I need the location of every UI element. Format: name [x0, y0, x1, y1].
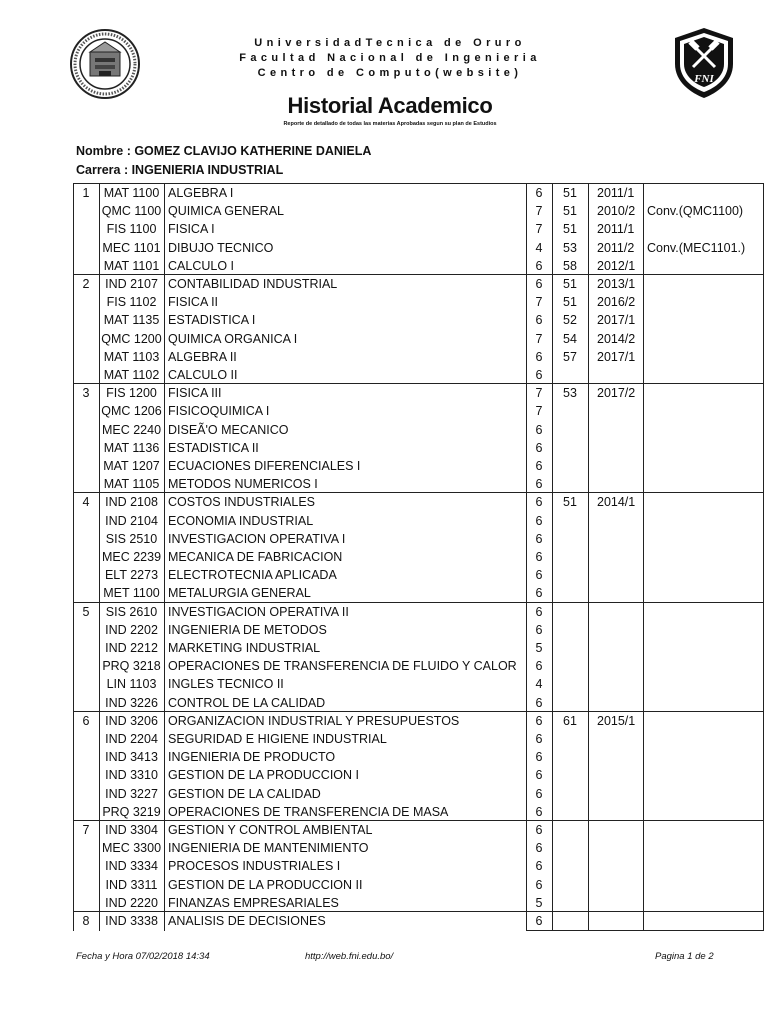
cell-grade: 52	[563, 313, 577, 327]
cell-cred: 4	[535, 677, 543, 691]
cell-name: METALURGIA GENERAL	[168, 586, 311, 600]
cell-name: ECONOMIA INDUSTRIAL	[168, 514, 314, 528]
cell-cred: 6	[535, 586, 543, 600]
cell-code: MAT 1101	[103, 259, 160, 273]
cell-period: 2012/1	[597, 259, 636, 273]
cell-code: IND 3311	[105, 878, 158, 892]
cell-cred: 6	[535, 859, 543, 873]
cell-cred: 6	[535, 787, 543, 801]
cell-name: INGENIERIA DE PRODUCTO	[168, 750, 336, 764]
cell-name: FISICA I	[168, 222, 215, 236]
cell-code: IND 3413	[105, 750, 158, 764]
cell-code: MEC 2239	[101, 550, 162, 564]
cell-cred: 5	[535, 641, 543, 655]
table-row	[73, 876, 763, 894]
table-row	[73, 439, 763, 457]
cell-period: 2017/2	[597, 386, 636, 400]
cell-sem: 6	[82, 714, 90, 728]
student-career: Carrera : INGENIERIA INDUSTRIAL	[76, 163, 284, 177]
cell-name: INVESTIGACION OPERATIVA I	[168, 532, 346, 546]
table-row	[73, 275, 763, 293]
cell-name: ESTADISTICA II	[168, 441, 259, 455]
cell-name: FISICA III	[168, 386, 222, 400]
cell-code: FIS 1100	[106, 222, 157, 236]
cell-grade: 54	[563, 332, 577, 346]
cell-name: MARKETING INDUSTRIAL	[168, 641, 321, 655]
cell-name: FISICOQUIMICA I	[168, 404, 270, 418]
cell-name: GESTION DE LA PRODUCCION II	[168, 878, 363, 892]
cell-name: GESTION DE LA CALIDAD	[168, 787, 321, 801]
table-row	[73, 839, 763, 857]
table-row	[73, 894, 763, 912]
table-row	[73, 293, 763, 311]
cell-code: MAT 1100	[103, 186, 160, 200]
cell-code: MAT 1102	[103, 368, 160, 382]
faculty-name: Facultad Nacional de Ingenieria	[239, 52, 541, 64]
cell-code: MEC 3300	[101, 841, 162, 855]
cell-period: 2017/1	[597, 313, 636, 327]
records-table	[73, 183, 763, 931]
cell-code: QMC 1200	[101, 332, 162, 346]
cell-name: DIBUJO TECNICO	[168, 241, 274, 255]
cell-code: MEC 1101	[102, 241, 161, 255]
cell-cred: 6	[535, 605, 543, 619]
footer-datetime: Fecha y Hora 07/02/2018 14:34	[76, 951, 210, 962]
cell-code: FIS 1102	[106, 295, 157, 309]
cell-name: MECANICA DE FABRICACION	[168, 550, 343, 564]
table-row	[73, 603, 763, 621]
cell-code: IND 3227	[105, 787, 158, 801]
cell-code: MET 1100	[103, 586, 160, 600]
table-row	[73, 803, 763, 821]
cell-name: QUIMICA GENERAL	[168, 204, 284, 218]
cell-period: 2011/2	[597, 241, 635, 255]
table-row	[73, 457, 763, 475]
cell-code: IND 3226	[105, 696, 158, 710]
cell-name: OPERACIONES DE TRANSFERENCIA DE MASA	[168, 805, 449, 819]
cell-code: IND 3310	[105, 768, 158, 782]
report-header	[0, 0, 768, 140]
cell-sem: 5	[82, 605, 90, 619]
table-row	[73, 912, 763, 930]
cell-code: MAT 1136	[103, 441, 160, 455]
table-bottom-rule	[526, 930, 763, 931]
table-row	[73, 257, 763, 275]
cell-code: QMC 1206	[101, 404, 162, 418]
cell-sem: 7	[82, 823, 90, 837]
table-row	[73, 184, 763, 202]
table-row	[73, 220, 763, 238]
table-row	[73, 239, 763, 257]
cell-code: IND 3206	[105, 714, 158, 728]
cell-cred: 6	[535, 696, 543, 710]
cell-code: MEC 2240	[101, 423, 162, 437]
table-row	[73, 621, 763, 639]
cell-name: CALCULO II	[168, 368, 238, 382]
cell-name: QUIMICA ORGANICA I	[168, 332, 298, 346]
cell-code: IND 3334	[105, 859, 158, 873]
table-row	[73, 475, 763, 493]
cell-period: 2016/2	[597, 295, 636, 309]
page-title: Historial Academico	[287, 93, 493, 118]
cell-cred: 6	[535, 568, 543, 582]
cell-cred: 7	[535, 295, 543, 309]
cell-code: MAT 1105	[103, 477, 160, 491]
cell-name: INGLES TECNICO II	[168, 677, 284, 691]
shield-text: FNI	[694, 73, 714, 85]
footer-page-number: Pagina 1 de 2	[655, 951, 714, 962]
footer-url: http://web.fni.edu.bo/	[305, 951, 394, 962]
cell-name: FINANZAS EMPRESARIALES	[168, 896, 339, 910]
table-row	[73, 694, 763, 712]
institution-heading	[160, 36, 620, 81]
cell-grade: 53	[563, 241, 577, 255]
cell-grade: 51	[563, 495, 577, 509]
cell-name: CONTABILIDAD INDUSTRIAL	[168, 277, 338, 291]
computing-center-name: Centro de Computo(website)	[257, 67, 523, 79]
cell-code: PRQ 3219	[102, 805, 161, 819]
table-row	[73, 657, 763, 675]
cell-name: ELECTROTECNIA APLICADA	[168, 568, 337, 582]
cell-cred: 6	[535, 514, 543, 528]
cell-cred: 7	[535, 386, 543, 400]
cell-name: OPERACIONES DE TRANSFERENCIA DE FLUIDO Y CALOR	[168, 659, 517, 673]
cell-code: LIN 1103	[106, 677, 157, 691]
cell-period: 2015/1	[597, 714, 636, 728]
table-row	[73, 821, 763, 839]
cell-cred: 6	[535, 186, 543, 200]
cell-sem: 8	[82, 914, 90, 928]
cell-name: ORGANIZACION INDUSTRIAL Y PRESUPUESTOS	[168, 714, 460, 728]
cell-name: ALGEBRA I	[168, 186, 234, 200]
cell-sem: 4	[82, 495, 90, 509]
cell-sem: 1	[82, 186, 90, 200]
table-row	[73, 493, 763, 511]
cell-code: MAT 1103	[103, 350, 160, 364]
cell-name: INVESTIGACION OPERATIVA II	[168, 605, 349, 619]
cell-name: INGENIERIA DE METODOS	[168, 623, 327, 637]
cell-cred: 6	[535, 495, 543, 509]
cell-name: PROCESOS INDUSTRIALES I	[168, 859, 341, 873]
cell-cred: 6	[535, 368, 543, 382]
cell-code: IND 2220	[105, 896, 158, 910]
cell-period: 2011/1	[597, 222, 635, 236]
cell-cred: 6	[535, 914, 543, 928]
cell-cred: 6	[535, 750, 543, 764]
cell-name: ALGEBRA II	[168, 350, 237, 364]
table-row	[73, 785, 763, 803]
cell-period: 2014/1	[597, 495, 636, 509]
table-row	[73, 402, 763, 420]
student-info	[76, 142, 371, 180]
cell-cred: 4	[535, 241, 543, 255]
cell-code: IND 2107	[105, 277, 158, 291]
cell-cred: 6	[535, 350, 543, 364]
cell-name: CALCULO I	[168, 259, 234, 273]
cell-cred: 6	[535, 532, 543, 546]
cell-sem: 2	[82, 277, 90, 291]
cell-grade: 51	[563, 204, 577, 218]
cell-cred: 6	[535, 714, 543, 728]
table-row	[73, 675, 763, 693]
cell-grade: 61	[563, 714, 577, 728]
cell-period: 2014/2	[597, 332, 636, 346]
cell-cred: 6	[535, 313, 543, 327]
cell-grade: 51	[563, 222, 577, 236]
cell-period: 2013/1	[597, 277, 636, 291]
page-subtitle: Reporte de detallado de todas las materias Aprobadas segun su plan de Estudios	[283, 121, 497, 127]
cell-name: ANALISIS DE DECISIONES	[168, 914, 326, 928]
cell-cred: 6	[535, 441, 543, 455]
cell-name: ECUACIONES DIFERENCIALES I	[168, 459, 361, 473]
table-row	[73, 348, 763, 366]
table-row	[73, 857, 763, 875]
cell-cred: 6	[535, 841, 543, 855]
cell-name: FISICA II	[168, 295, 219, 309]
cell-cred: 6	[535, 477, 543, 491]
cell-cred: 6	[535, 732, 543, 746]
cell-code: FIS 1200	[106, 386, 157, 400]
table-row	[73, 766, 763, 784]
cell-period: 2010/2	[597, 204, 636, 218]
table-row	[73, 730, 763, 748]
cell-obs: Conv.(QMC1100)	[647, 204, 744, 218]
cell-code: IND 3304	[105, 823, 158, 837]
cell-cred: 6	[535, 459, 543, 473]
cell-code: ELT 2273	[104, 568, 159, 582]
university-seal-icon	[69, 28, 141, 100]
cell-grade: 51	[563, 186, 577, 200]
table-row	[73, 584, 763, 602]
cell-name: CONTROL DE LA CALIDAD	[168, 696, 326, 710]
table-row	[73, 530, 763, 548]
student-name: Nombre : GOMEZ CLAVIJO KATHERINE DANIELA	[76, 144, 372, 158]
cell-code: SIS 2610	[105, 605, 158, 619]
cell-cred: 6	[535, 259, 543, 273]
cell-code: IND 2108	[105, 495, 158, 509]
cell-name: SEGURIDAD E HIGIENE INDUSTRIAL	[168, 732, 387, 746]
cell-sem: 3	[82, 386, 90, 400]
cell-name: METODOS NUMERICOS I	[168, 477, 318, 491]
cell-cred: 6	[535, 423, 543, 437]
table-row	[73, 566, 763, 584]
cell-cred: 7	[535, 222, 543, 236]
cell-cred: 6	[535, 878, 543, 892]
table-row	[73, 512, 763, 530]
cell-cred: 6	[535, 550, 543, 564]
cell-cred: 7	[535, 332, 543, 346]
cell-cred: 6	[535, 277, 543, 291]
cell-grade: 58	[563, 259, 577, 273]
table-row	[73, 748, 763, 766]
cell-code: IND 2212	[105, 641, 158, 655]
cell-name: DISEÃ'O MECANICO	[168, 423, 289, 437]
cell-cred: 5	[535, 896, 543, 910]
cell-cred: 6	[535, 823, 543, 837]
cell-grade: 51	[563, 277, 577, 291]
cell-code: MAT 1207	[103, 459, 160, 473]
cell-cred: 7	[535, 204, 543, 218]
cell-code: PRQ 3218	[102, 659, 161, 673]
cell-cred: 6	[535, 805, 543, 819]
faculty-shield-icon	[673, 26, 735, 100]
cell-cred: 6	[535, 659, 543, 673]
cell-name: INGENIERIA DE MANTENIMIENTO	[168, 841, 369, 855]
cell-cred: 7	[535, 404, 543, 418]
cell-name: GESTION DE LA PRODUCCION I	[168, 768, 360, 782]
cell-code: IND 3338	[105, 914, 158, 928]
cell-period: 2011/1	[597, 186, 635, 200]
cell-obs: Conv.(MEC1101.)	[647, 241, 746, 255]
cell-code: IND 2204	[105, 732, 158, 746]
cell-cred: 6	[535, 623, 543, 637]
table-row	[73, 311, 763, 329]
cell-name: GESTION Y CONTROL AMBIENTAL	[168, 823, 373, 837]
cell-code: MAT 1135	[103, 313, 160, 327]
cell-name: ESTADISTICA I	[168, 313, 256, 327]
table-row	[73, 712, 763, 730]
table-row	[73, 548, 763, 566]
cell-name: COSTOS INDUSTRIALES	[168, 495, 316, 509]
university-name: UniversidadTecnica de Oruro	[254, 37, 526, 49]
cell-period: 2017/1	[597, 350, 636, 364]
table-row	[73, 384, 763, 402]
table-row	[73, 366, 763, 384]
cell-code: SIS 2510	[105, 532, 158, 546]
cell-grade: 51	[563, 295, 577, 309]
table-row	[73, 639, 763, 657]
table-row	[73, 202, 763, 220]
cell-code: QMC 1100	[101, 204, 162, 218]
table-row	[73, 421, 763, 439]
cell-cred: 6	[535, 768, 543, 782]
table-row	[73, 330, 763, 348]
cell-code: IND 2202	[105, 623, 158, 637]
cell-grade: 53	[563, 386, 577, 400]
cell-code: IND 2104	[105, 514, 158, 528]
cell-grade: 57	[563, 350, 577, 364]
table-vertical-rule	[763, 183, 764, 931]
